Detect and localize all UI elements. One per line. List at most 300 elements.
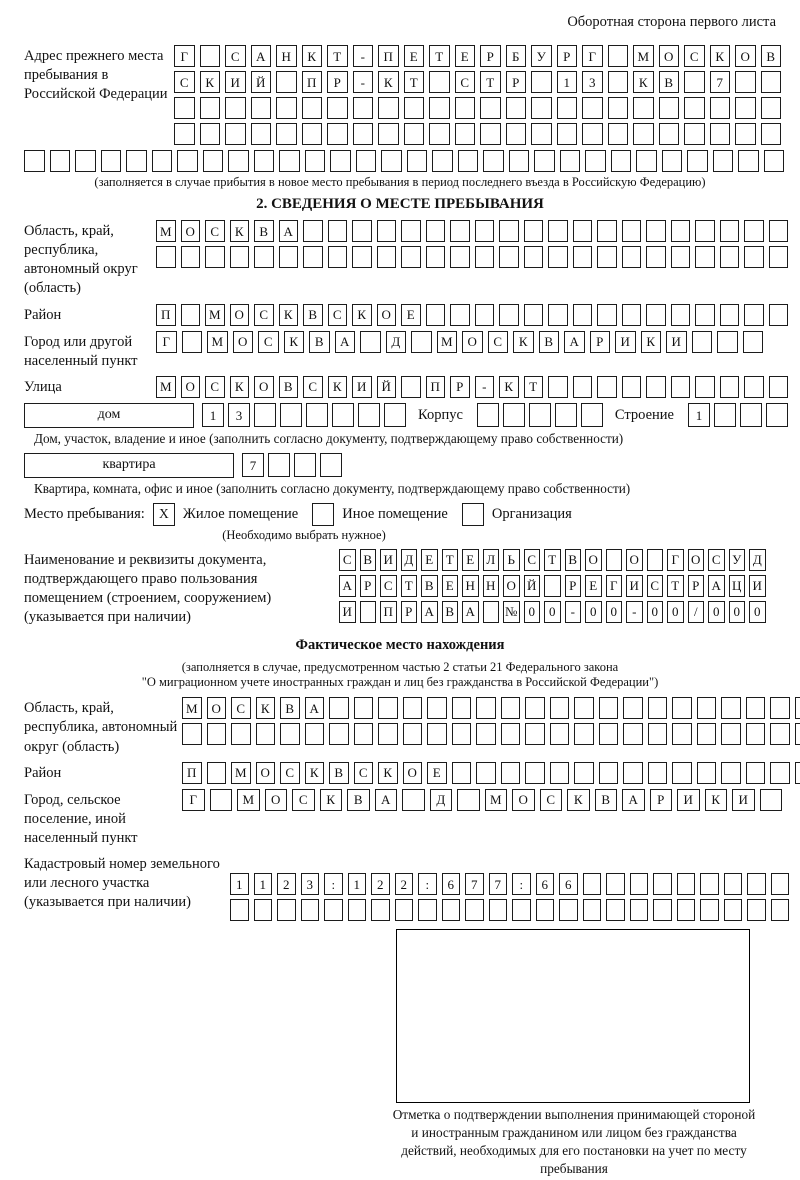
char-cell: А	[339, 575, 356, 597]
char-cell	[746, 762, 766, 784]
char-cell	[672, 723, 692, 745]
char-cell: Т	[404, 71, 425, 93]
char-cell: О	[688, 549, 705, 571]
char-cell	[294, 453, 316, 477]
char-cell: С	[647, 575, 664, 597]
char-cell: 3	[582, 71, 603, 93]
char-cell	[475, 220, 495, 242]
char-cell: Е	[585, 575, 602, 597]
char-cell: В	[347, 789, 370, 811]
char-cell	[476, 723, 496, 745]
char-cell: С	[455, 71, 476, 93]
char-cell: В	[309, 331, 330, 353]
char-cell: О	[233, 331, 254, 353]
char-cell	[684, 97, 705, 119]
field-actual-region	[24, 697, 776, 756]
char-cell: Т	[480, 71, 501, 93]
field-district	[24, 304, 776, 326]
char-cell: О	[230, 304, 250, 326]
char-cell: С	[708, 549, 725, 571]
char-cell	[524, 304, 544, 326]
char-cell	[744, 220, 764, 242]
char-cell: Е	[401, 304, 421, 326]
char-cell: 0	[544, 601, 561, 623]
char-cell	[401, 220, 421, 242]
char-cell: М	[182, 697, 202, 719]
char-cell	[662, 150, 683, 172]
char-cell	[279, 150, 300, 172]
char-cell	[529, 403, 551, 427]
char-cell	[735, 97, 756, 119]
char-cell	[525, 762, 545, 784]
char-cell: С	[225, 45, 246, 67]
char-cell: 6	[442, 873, 461, 895]
char-cell	[648, 723, 668, 745]
char-cell	[230, 246, 250, 268]
char-cell: О	[181, 376, 201, 398]
char-cell: Д	[430, 789, 453, 811]
char-cell	[585, 150, 606, 172]
char-cell	[499, 220, 519, 242]
char-cell: Й	[251, 71, 272, 93]
char-cell	[557, 97, 578, 119]
char-cell: О	[735, 45, 756, 67]
char-cell: Б	[506, 45, 527, 67]
char-cell: К	[200, 71, 221, 93]
actual-city-row	[182, 789, 782, 811]
house-row	[24, 403, 776, 428]
apartment-note: Квартира, комната, офис и иное (заполнить согласно документу, подтверждающему право собственности)	[34, 480, 631, 496]
char-cell	[599, 723, 619, 745]
char-cell	[724, 899, 743, 921]
char-cell	[608, 45, 629, 67]
char-cell: О	[626, 549, 643, 571]
char-cell: В	[442, 601, 459, 623]
char-cell	[573, 246, 593, 268]
char-cell	[200, 97, 221, 119]
char-cell	[483, 601, 500, 623]
char-cell: Г	[182, 789, 205, 811]
char-cell	[181, 246, 201, 268]
prev-address-row-3	[174, 97, 781, 119]
char-cell	[506, 123, 527, 145]
char-cell: /	[688, 601, 705, 623]
char-cell	[795, 723, 800, 745]
char-cell: К	[378, 71, 399, 93]
char-cell	[735, 71, 756, 93]
char-cell: С	[339, 549, 356, 571]
char-cell	[480, 123, 501, 145]
char-cell: С	[524, 549, 541, 571]
char-cell	[457, 789, 480, 811]
korpus-cells	[477, 403, 603, 427]
char-cell	[646, 220, 666, 242]
char-cell: М	[437, 331, 458, 353]
char-cell: А	[375, 789, 398, 811]
char-cell: С	[258, 331, 279, 353]
char-cell	[648, 762, 668, 784]
char-cell: -	[475, 376, 495, 398]
char-cell	[653, 899, 672, 921]
char-cell: Р	[360, 575, 377, 597]
char-cell	[429, 123, 450, 145]
char-cell: Р	[401, 601, 418, 623]
char-cell	[606, 873, 625, 895]
char-cell: Н	[483, 575, 500, 597]
actual-city-label: Город, сельское поселение, иной населенный пункт	[24, 791, 138, 846]
actual-district-label: Район	[24, 764, 62, 781]
char-cell	[531, 71, 552, 93]
char-cell: С	[231, 697, 251, 719]
char-cell	[512, 899, 531, 921]
char-cell	[721, 762, 741, 784]
confirmation-stamp-box	[396, 929, 750, 1103]
char-cell: И	[666, 331, 687, 353]
street-row	[156, 376, 788, 398]
char-cell	[720, 246, 740, 268]
char-cell	[328, 220, 348, 242]
char-cell	[477, 403, 499, 427]
char-cell: Т	[667, 575, 684, 597]
city-row	[156, 331, 763, 353]
char-cell: В	[329, 762, 349, 784]
char-cell: С	[303, 376, 323, 398]
document-row-1	[339, 549, 766, 571]
char-cell: Д	[386, 331, 407, 353]
actual-region-label: Область, край, республика, автономный округ (область)	[24, 700, 178, 755]
char-cell: М	[231, 762, 251, 784]
char-cell: 1	[254, 873, 273, 895]
apartment-row	[24, 453, 776, 478]
char-cell	[747, 873, 766, 895]
char-cell	[303, 220, 323, 242]
region-label: Область, край, республика, автономный округ (область)	[24, 223, 138, 297]
actual-region-row-1	[182, 697, 800, 719]
char-cell	[228, 150, 249, 172]
char-cell: 1	[230, 873, 249, 895]
char-cell: И	[732, 789, 755, 811]
char-cell	[697, 762, 717, 784]
char-cell: 0	[585, 601, 602, 623]
char-cell	[760, 789, 783, 811]
char-cell: М	[156, 220, 176, 242]
char-cell: Й	[377, 376, 397, 398]
field-actual-district	[24, 762, 776, 784]
apartment-box-label: квартира	[24, 453, 234, 478]
char-cell	[276, 71, 297, 93]
char-cell	[401, 376, 421, 398]
char-cell	[747, 899, 766, 921]
char-cell	[769, 304, 789, 326]
char-cell	[358, 403, 380, 427]
char-cell	[426, 220, 446, 242]
char-cell	[738, 150, 759, 172]
char-cell	[210, 789, 233, 811]
char-cell: А	[564, 331, 585, 353]
char-cell	[450, 246, 470, 268]
char-cell: П	[156, 304, 176, 326]
char-cell	[710, 123, 731, 145]
char-cell: С	[292, 789, 315, 811]
char-cell	[475, 304, 495, 326]
char-cell	[700, 873, 719, 895]
char-cell	[458, 150, 479, 172]
char-cell: В	[254, 220, 274, 242]
char-cell: В	[595, 789, 618, 811]
char-cell: М	[485, 789, 508, 811]
char-cell: А	[335, 331, 356, 353]
char-cell: Е	[455, 45, 476, 67]
char-cell	[744, 304, 764, 326]
char-cell	[548, 220, 568, 242]
char-cell	[395, 899, 414, 921]
char-cell: Т	[544, 549, 561, 571]
char-cell	[536, 899, 555, 921]
char-cell: С	[488, 331, 509, 353]
char-cell: П	[426, 376, 446, 398]
char-cell	[403, 697, 423, 719]
char-cell	[531, 97, 552, 119]
char-cell	[378, 97, 399, 119]
char-cell	[352, 246, 372, 268]
char-cell	[452, 723, 472, 745]
char-cell: 0	[708, 601, 725, 623]
char-cell: О	[256, 762, 276, 784]
char-cell: Р	[450, 376, 470, 398]
char-cell	[544, 575, 561, 597]
char-cell: П	[302, 71, 323, 93]
char-cell: М	[205, 304, 225, 326]
char-cell: П	[182, 762, 202, 784]
char-cell: К	[284, 331, 305, 353]
char-cell	[692, 331, 713, 353]
char-cell	[303, 246, 323, 268]
char-cell	[174, 97, 195, 119]
char-cell	[356, 150, 377, 172]
char-cell	[574, 697, 594, 719]
char-cell	[744, 376, 764, 398]
char-cell: 2	[395, 873, 414, 895]
char-cell	[622, 246, 642, 268]
char-cell	[724, 873, 743, 895]
char-cell	[671, 220, 691, 242]
stay-type-label: Место пребывания:	[24, 505, 145, 522]
char-cell	[611, 150, 632, 172]
char-cell	[766, 403, 788, 427]
char-cell	[465, 899, 484, 921]
stroenie-cells	[688, 403, 788, 427]
char-cell: К	[710, 45, 731, 67]
char-cell: 2	[371, 873, 390, 895]
char-cell	[499, 304, 519, 326]
char-cell	[633, 97, 654, 119]
char-cell	[50, 150, 71, 172]
char-cell: 0	[729, 601, 746, 623]
actual-region-row-2	[182, 723, 800, 745]
char-cell	[279, 246, 299, 268]
char-cell: 1	[688, 403, 710, 427]
char-cell: 0	[647, 601, 664, 623]
char-cell	[700, 899, 719, 921]
document-row-2	[339, 575, 766, 597]
char-cell	[426, 304, 446, 326]
char-cell	[599, 697, 619, 719]
char-cell	[597, 376, 617, 398]
char-cell	[499, 246, 519, 268]
char-cell: У	[531, 45, 552, 67]
char-cell	[353, 123, 374, 145]
char-cell	[354, 697, 374, 719]
char-cell	[599, 762, 619, 784]
char-cell	[501, 762, 521, 784]
char-cell	[710, 97, 731, 119]
char-cell: А	[421, 601, 438, 623]
char-cell	[506, 97, 527, 119]
char-cell	[559, 899, 578, 921]
prev-address-row-2	[174, 71, 781, 93]
char-cell	[182, 723, 202, 745]
char-cell: К	[305, 762, 325, 784]
char-cell: К	[279, 304, 299, 326]
char-cell: Е	[427, 762, 447, 784]
char-cell	[378, 123, 399, 145]
char-cell	[452, 762, 472, 784]
char-cell: О	[207, 697, 227, 719]
char-cell	[256, 723, 276, 745]
char-cell	[606, 549, 623, 571]
char-cell: Н	[462, 575, 479, 597]
char-cell: 0	[667, 601, 684, 623]
char-cell: В	[360, 549, 377, 571]
checkbox-zhiloe: X	[153, 503, 175, 526]
char-cell	[623, 697, 643, 719]
stay-type-row	[24, 503, 776, 526]
char-cell	[770, 762, 790, 784]
stay-option-inoe-label: Иное помещение	[342, 505, 448, 522]
char-cell: 3	[301, 873, 320, 895]
cadastral-row-2	[230, 899, 789, 921]
char-cell	[534, 150, 555, 172]
char-cell: Р	[650, 789, 673, 811]
char-cell	[305, 150, 326, 172]
char-cell: В	[421, 575, 438, 597]
char-cell	[75, 150, 96, 172]
char-cell	[182, 331, 203, 353]
char-cell: Т	[524, 376, 544, 398]
char-cell	[720, 304, 740, 326]
char-cell: У	[729, 549, 746, 571]
char-cell	[795, 762, 800, 784]
char-cell	[126, 150, 147, 172]
char-cell	[348, 899, 367, 921]
char-cell	[720, 376, 740, 398]
char-cell: К	[328, 376, 348, 398]
char-cell	[418, 899, 437, 921]
char-cell	[677, 899, 696, 921]
cadastral-row-1	[230, 873, 789, 895]
char-cell	[623, 762, 643, 784]
char-cell	[795, 697, 800, 719]
char-cell	[181, 304, 201, 326]
char-cell: К	[230, 220, 250, 242]
char-cell	[205, 246, 225, 268]
prev-address-row-4	[174, 123, 781, 145]
checkbox-organizatsiya	[462, 503, 484, 526]
char-cell	[721, 697, 741, 719]
char-cell	[581, 403, 603, 427]
char-cell	[320, 453, 342, 477]
char-cell	[404, 97, 425, 119]
char-cell	[659, 97, 680, 119]
char-cell: Р	[688, 575, 705, 597]
char-cell	[671, 304, 691, 326]
char-cell: 0	[606, 601, 623, 623]
char-cell: К	[352, 304, 372, 326]
stroenie-label: Строение	[614, 406, 674, 423]
char-cell: Т	[442, 549, 459, 571]
char-cell	[411, 331, 432, 353]
char-cell	[24, 150, 45, 172]
char-cell: Т	[327, 45, 348, 67]
char-cell	[489, 899, 508, 921]
char-cell	[429, 71, 450, 93]
char-cell	[276, 97, 297, 119]
char-cell: Е	[442, 575, 459, 597]
city-label: Город или другой населенный пункт	[24, 333, 138, 369]
char-cell: Ь	[503, 549, 520, 571]
char-cell	[597, 304, 617, 326]
char-cell: С	[174, 71, 195, 93]
char-cell	[268, 453, 290, 477]
char-cell	[329, 723, 349, 745]
char-cell: С	[205, 376, 225, 398]
char-cell: О	[462, 331, 483, 353]
char-cell	[622, 376, 642, 398]
char-cell	[377, 220, 397, 242]
char-cell	[328, 246, 348, 268]
char-cell: Т	[429, 45, 450, 67]
char-cell	[672, 762, 692, 784]
document-label: Наименование и реквизиты документа, подтверждающего право пользования помещением (строением, сооружением) (указывается при наличии)	[24, 551, 272, 626]
char-cell	[573, 376, 593, 398]
char-cell: :	[512, 873, 531, 895]
char-cell: К	[256, 697, 276, 719]
char-cell	[761, 71, 782, 93]
char-cell	[254, 403, 276, 427]
char-cell	[455, 123, 476, 145]
char-cell	[455, 97, 476, 119]
korpus-label: Корпус	[418, 406, 463, 423]
char-cell: 7	[242, 453, 264, 477]
char-cell: С	[205, 220, 225, 242]
char-cell: К	[320, 789, 343, 811]
char-cell: 7	[710, 71, 731, 93]
district-label: Район	[24, 306, 62, 323]
char-cell	[684, 71, 705, 93]
stay-option-organizatsiya-label: Организация	[491, 505, 572, 522]
confirmation-stamp-caption: Отметка о подтверждении выполнения принимающей стороной и иностранным гражданином или лицом без гражданства действий, необходимых для его постановки на учет по месту пребывания	[392, 1107, 756, 1176]
char-cell	[608, 71, 629, 93]
char-cell: Д	[401, 549, 418, 571]
char-cell: О	[265, 789, 288, 811]
char-cell: И	[225, 71, 246, 93]
char-cell	[378, 723, 398, 745]
char-cell	[743, 331, 764, 353]
char-cell	[695, 304, 715, 326]
char-cell: №	[503, 601, 520, 623]
char-cell: К	[499, 376, 519, 398]
char-cell	[332, 403, 354, 427]
